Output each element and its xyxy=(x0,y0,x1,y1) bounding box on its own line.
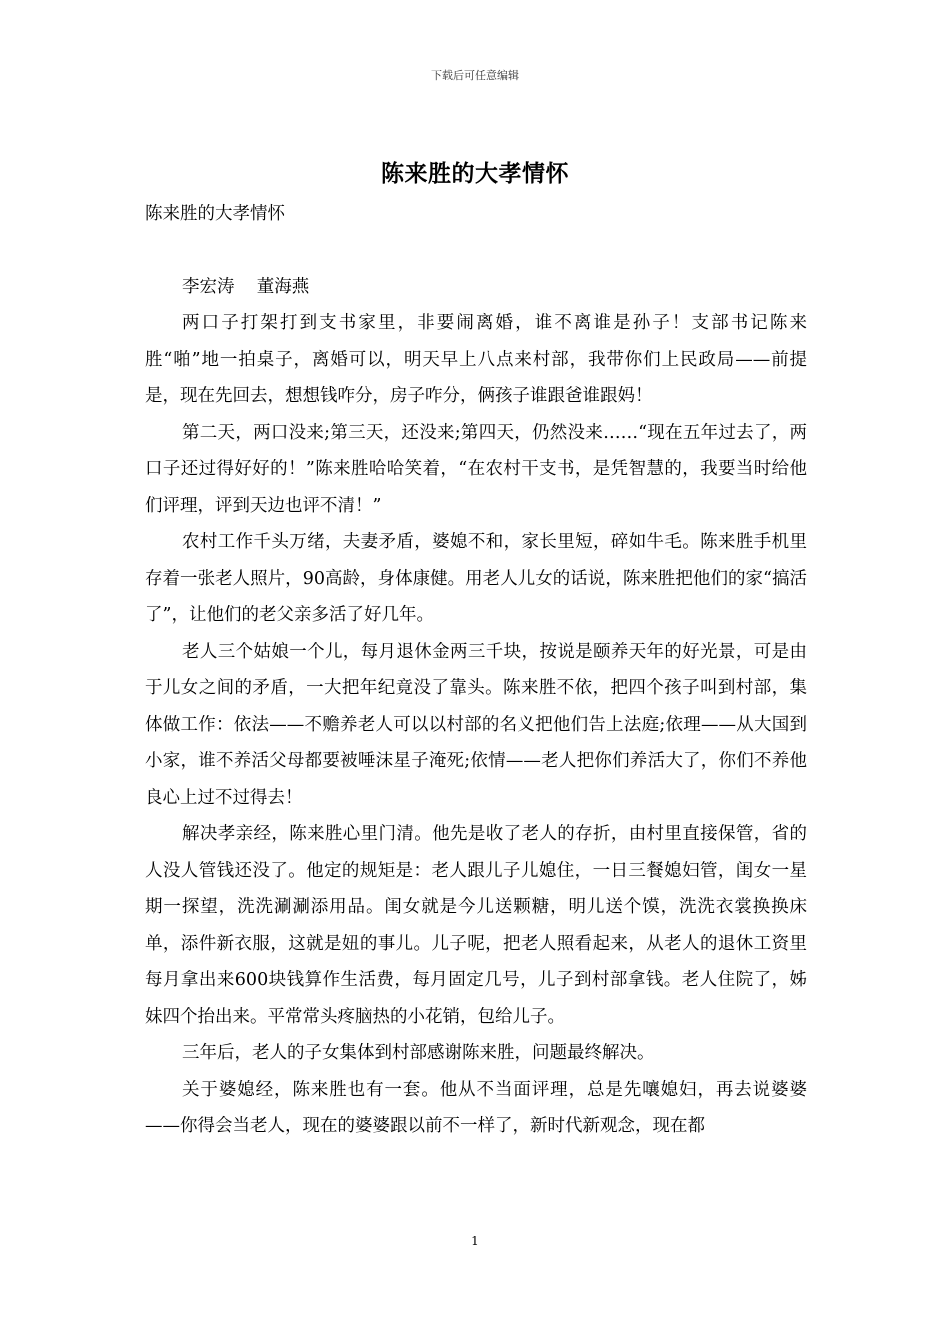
paragraph: 第二天，两口没来;第三天，还没来;第四天，仍然没来……“现在五年过去了，两口子还过得好好的！”陈来胜哈哈笑着，“在农村干支书，是凭智慧的，我要当时给他们评理，评到天边也评不清！” xyxy=(145,422,807,516)
document-body xyxy=(145,196,807,1145)
paragraph: 两口子打架打到支书家里，非要闹离婚，谁不离谁是孙子！支部书记陈来胜“啪”地一拍桌子，离婚可以，明天早上八点来村部，我带你们上民政局——前提是，现在先回去，想想钱咋分，房子咋分，俩孩子谁跟爸谁跟妈！ xyxy=(145,313,807,406)
page-number: 1 xyxy=(471,1234,479,1248)
paragraph: 老人三个姑娘一个儿，每月退休金两三千块，按说是颐养天年的好光景，可是由于儿女之间的矛盾，一大把年纪竟没了靠头。陈来胜不依，把四个孩子叫到村部，集体做工作：依法——不赡养老人可以以村部的名义把他们告上法庭;依理——从大国到小家，谁不养活父母都要被唾沫星子淹死;依情——老人把你们养活大了，你们不养他良心上过不过得去！ xyxy=(145,641,807,808)
document-title: 陈来胜的大孝情怀 xyxy=(381,160,569,187)
paragraph: 农村工作千头万绪，夫妻矛盾，婆媳不和，家长里短，碎如牛毛。陈来胜手机里存着一张老人照片，90高龄，身体康健。用老人儿女的话说，陈来胜把他们的家“搞活了”，让他们的老父亲多活了好几年。 xyxy=(145,532,807,625)
paragraph: 解决孝亲经，陈来胜心里门清。他先是收了老人的存折，由村里直接保管，省的人没人管钱还没了。他定的规矩是：老人跟儿子儿媳住，一日三餐媳妇管，闺女一星期一探望，洗洗涮涮添用品。闺女就是今儿送颗糖，明儿送个馍，洗洗衣裳换换床单，添件新衣服，这就是妞的事儿。儿子呢，把老人照看起来，从老人的退休工资里每月拿出来600块钱算作生活费，每月固定几号，儿子到村部拿钱。老人住院了，姊妹四个抬出来。平常常头疼脑热的小花销，包给儿子。 xyxy=(145,824,807,1027)
paragraph: 三年后，老人的子女集体到村部感谢陈来胜，问题最终解决。 xyxy=(182,1043,655,1063)
paragraph: 关于婆媳经，陈来胜也有一套。他从不当面评理，总是先嚷媳妇，再去说婆婆——你得会当老人，现在的婆婆跟以前不一样了，新时代新观念，现在都 xyxy=(145,1079,807,1136)
header-note: 下载后可任意编辑 xyxy=(431,69,519,82)
document-subtitle: 陈来胜的大孝情怀 xyxy=(145,204,285,224)
document-authors: 李宏涛 董海燕 xyxy=(182,276,310,297)
